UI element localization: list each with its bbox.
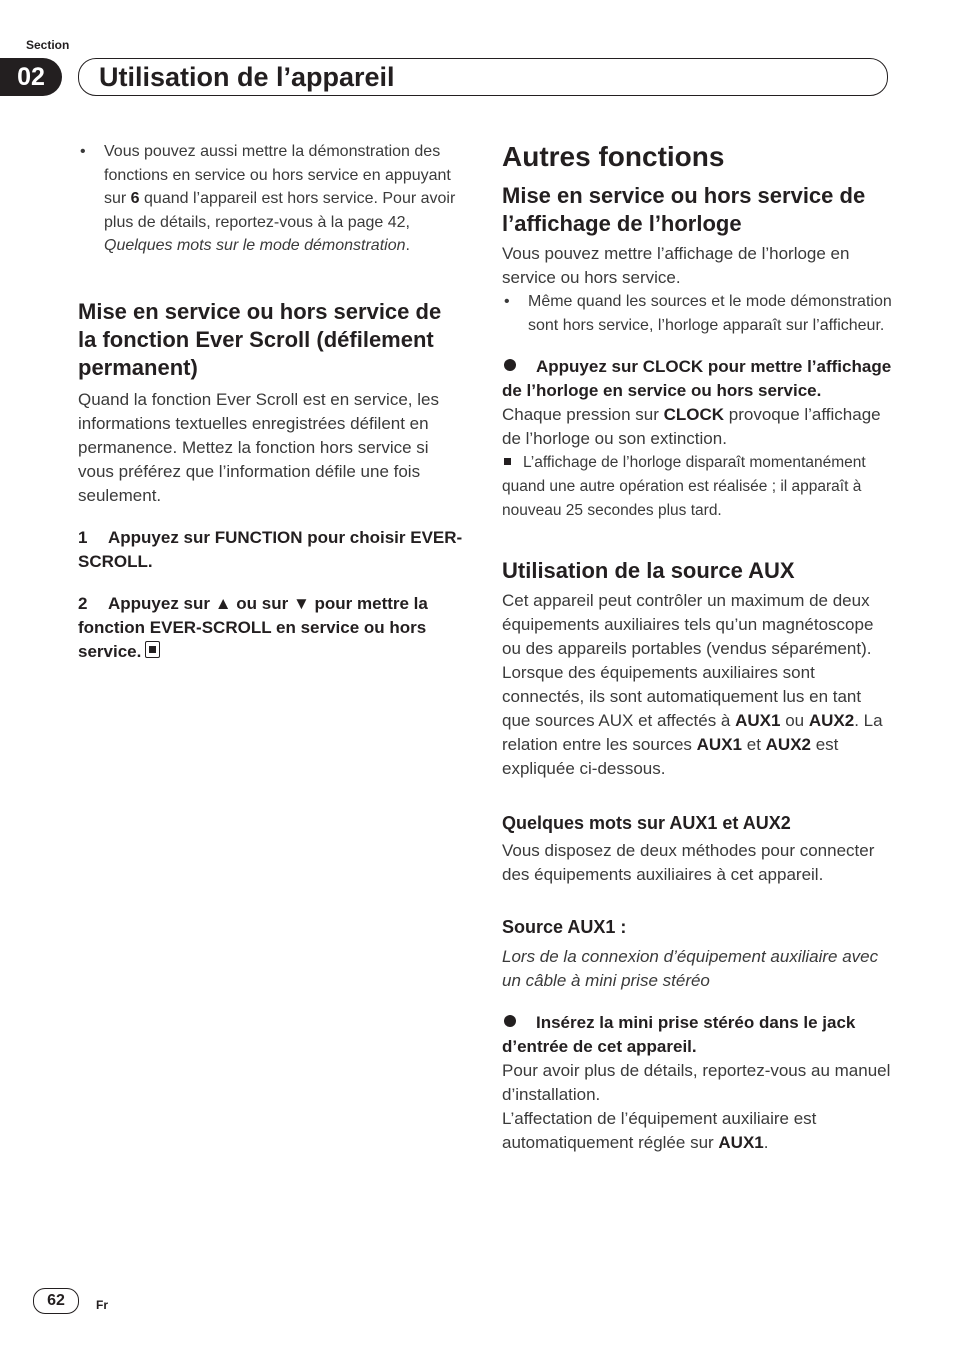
clock-step: Appuyez sur CLOCK pour mettre l’affichage de l’horloge en service ou hors service.: [502, 357, 892, 400]
language-code: Fr: [96, 1298, 108, 1312]
source-aux1-italic: Lors de la connexion d’équipement auxiliaire avec un câble à mini prise stéréo: [502, 947, 879, 990]
end-of-section-icon: [145, 641, 160, 658]
step-dot-icon: [504, 359, 516, 371]
left-column: [78, 140, 463, 664]
other-functions-heading: Autres fonctions: [502, 141, 725, 172]
ever-scroll-body: Quand la fonction Ever Scroll est en service, les informations textuelles enregistrées défilent en permanence. Mettez la fonction hors service si vous préférez que l’information défile une fois seulement.: [78, 389, 439, 505]
section-label: Section: [26, 38, 70, 52]
clock-body: Vous pouvez mettre l’affichage de l’horloge en service ou hors service.: [502, 244, 850, 287]
chapter-title: Utilisation de l’appareil: [99, 62, 395, 92]
demo-mode-bullet: • Vous pouvez aussi mettre la démonstration des fonctions en service ou hors service en appuyant sur 6 quand l’appareil est hors service. Pour avoir plus de détails, reportez-vous à la page 42, Quelques mots sur le mode démonstration.: [78, 140, 463, 258]
clock-detail: Chaque pression sur CLOCK provoque l’affichage de l’horloge ou son extinction.: [502, 405, 881, 448]
source-detail-1: Pour avoir plus de détails, reportez-vous au manuel d’installation.: [502, 1061, 891, 1104]
ever-scroll-heading: Mise en service ou hors service de la fonction Ever Scroll (défilement permanent): [78, 298, 442, 380]
clock-note: L’affichage de l’horloge disparaît momentanément quand une autre opération est réalisée ; il apparaît à nouveau 25 secondes plus tard.: [502, 454, 866, 519]
step-2: 2 Appuyez sur ▲ ou sur ▼ pour mettre la fonction EVER-SCROLL en service ou hors service.: [78, 593, 428, 661]
clock-heading: Mise en service ou hors service de l’affichage de l’horloge: [502, 183, 866, 236]
aux-body: Cet appareil peut contrôler un maximum de deux équipements auxiliaires tels qu’un magnétoscope ou des appareils portables (vendus séparément). Lorsque des équipements auxiliaires sont connectés, ils sont automatiquement lus en tant que sources AUX et affectés à AUX1 ou AUX2. La relation entre les sources AUX1 et AUX2 est expliquée ci-dessous.: [502, 591, 883, 778]
step-1: 1 Appuyez sur FUNCTION pour choisir EVER-SCROLL.: [78, 527, 463, 571]
step-dot-icon: [504, 1015, 516, 1027]
source-step: Insérez la mini prise stéréo dans le jack d’entrée de cet appareil.: [502, 1013, 856, 1056]
aux-sub-body: Vous disposez de deux méthodes pour connecter des équipements auxiliaires à cet appareil.: [502, 841, 875, 884]
source-detail-2: L’affectation de l’équipement auxiliaire est automatiquement réglée sur AUX1.: [502, 1109, 817, 1152]
aux-sub-heading: Quelques mots sur AUX1 et AUX2: [502, 813, 791, 833]
source-aux1-heading: Source AUX1 :: [502, 917, 627, 937]
note-square-icon: [504, 458, 511, 465]
right-column: [502, 140, 892, 1155]
clock-bullet: • Même quand les sources et le mode démonstration sont hors service, l’horloge apparaît sur l’afficheur.: [502, 290, 892, 337]
aux-heading: Utilisation de la source AUX: [502, 558, 795, 583]
chapter-title-box: [78, 58, 888, 96]
section-number-badge: 02: [0, 58, 62, 96]
page-number: 62: [33, 1288, 79, 1314]
